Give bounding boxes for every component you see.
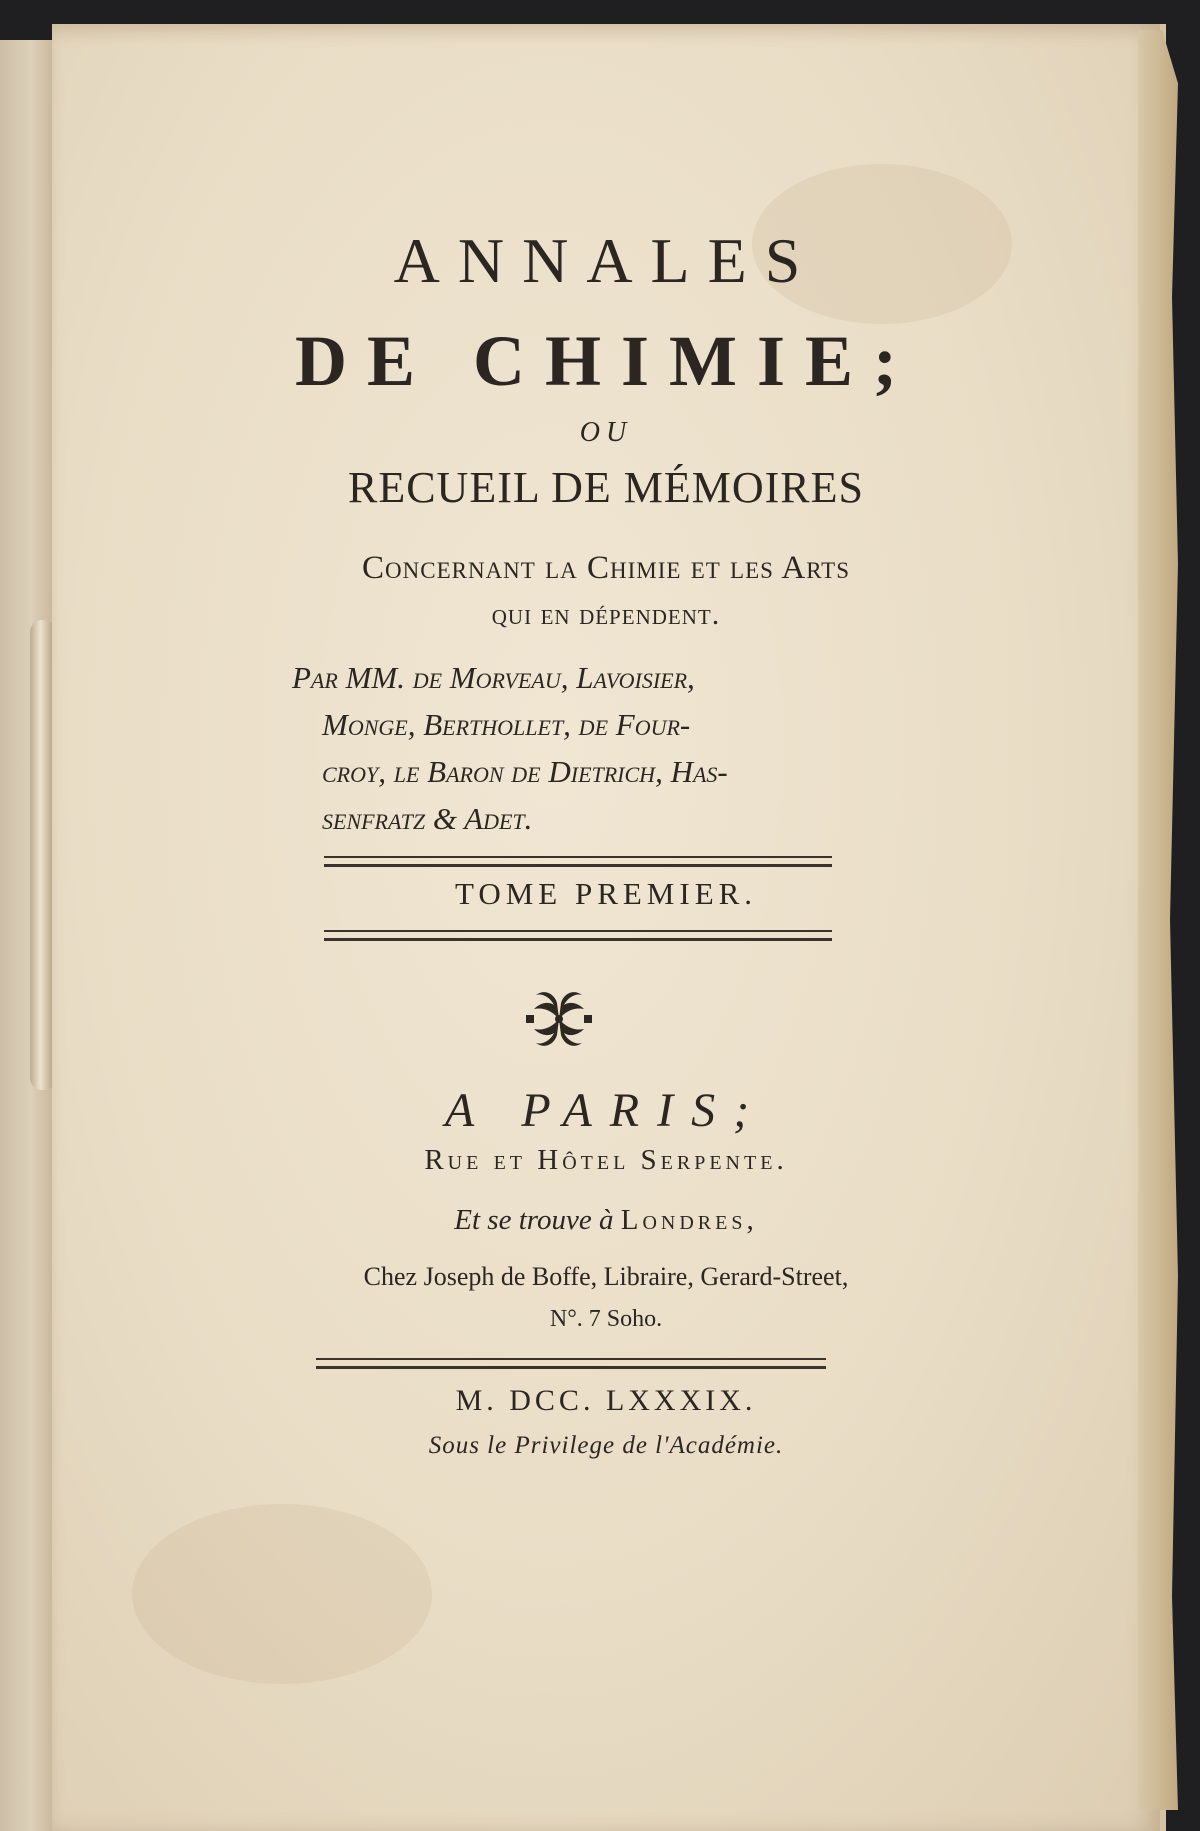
authors-line-2: Monge, Berthollet, de Four- — [322, 707, 691, 742]
double-rule-imprint — [316, 1358, 826, 1369]
conjunction: OU — [579, 417, 633, 448]
authors-line-4: senfratz & Adet. — [322, 801, 533, 836]
description-line-1: Concernant la Chimie et les Arts — [362, 550, 850, 586]
volume-label: TOME PREMIER. — [454, 876, 758, 911]
privilege-note: Sous le Privilege de l'Académie. — [428, 1432, 784, 1459]
description-line-2: qui en dépendent. — [491, 598, 721, 631]
title-line-1: ANNALES — [393, 225, 819, 296]
imprint-address: Rue et Hôtel Serpente. — [424, 1144, 788, 1176]
double-rule-top — [324, 856, 832, 867]
imprint-bookseller: Chez Joseph de Boffe, Libraire, Gerard-Street, — [363, 1262, 849, 1291]
publication-year: M. DCC. LXXXIX. — [455, 1384, 757, 1417]
authors-line-1: Par MM. de Morveau, Lavoisier, — [292, 660, 695, 695]
imprint-london-prefix: Et se trouve à — [454, 1204, 614, 1236]
imprint-london-city: Londres, — [620, 1204, 758, 1236]
authors-line-3: croy, le Baron de Dietrich, Has- — [322, 754, 728, 789]
imprint-london — [52, 1204, 1160, 1237]
title-line-2: DE CHIMIE; — [294, 321, 917, 401]
double-rule-bottom — [324, 930, 832, 941]
imprint-city: A PARIS; — [444, 1084, 768, 1137]
subtitle: RECUEIL DE MÉMOIRES — [347, 463, 865, 512]
fleuron-ornament-icon — [524, 985, 594, 1053]
imprint-number: N°. 7 Soho. — [549, 1306, 663, 1332]
title-page-content — [52, 0, 1160, 1831]
